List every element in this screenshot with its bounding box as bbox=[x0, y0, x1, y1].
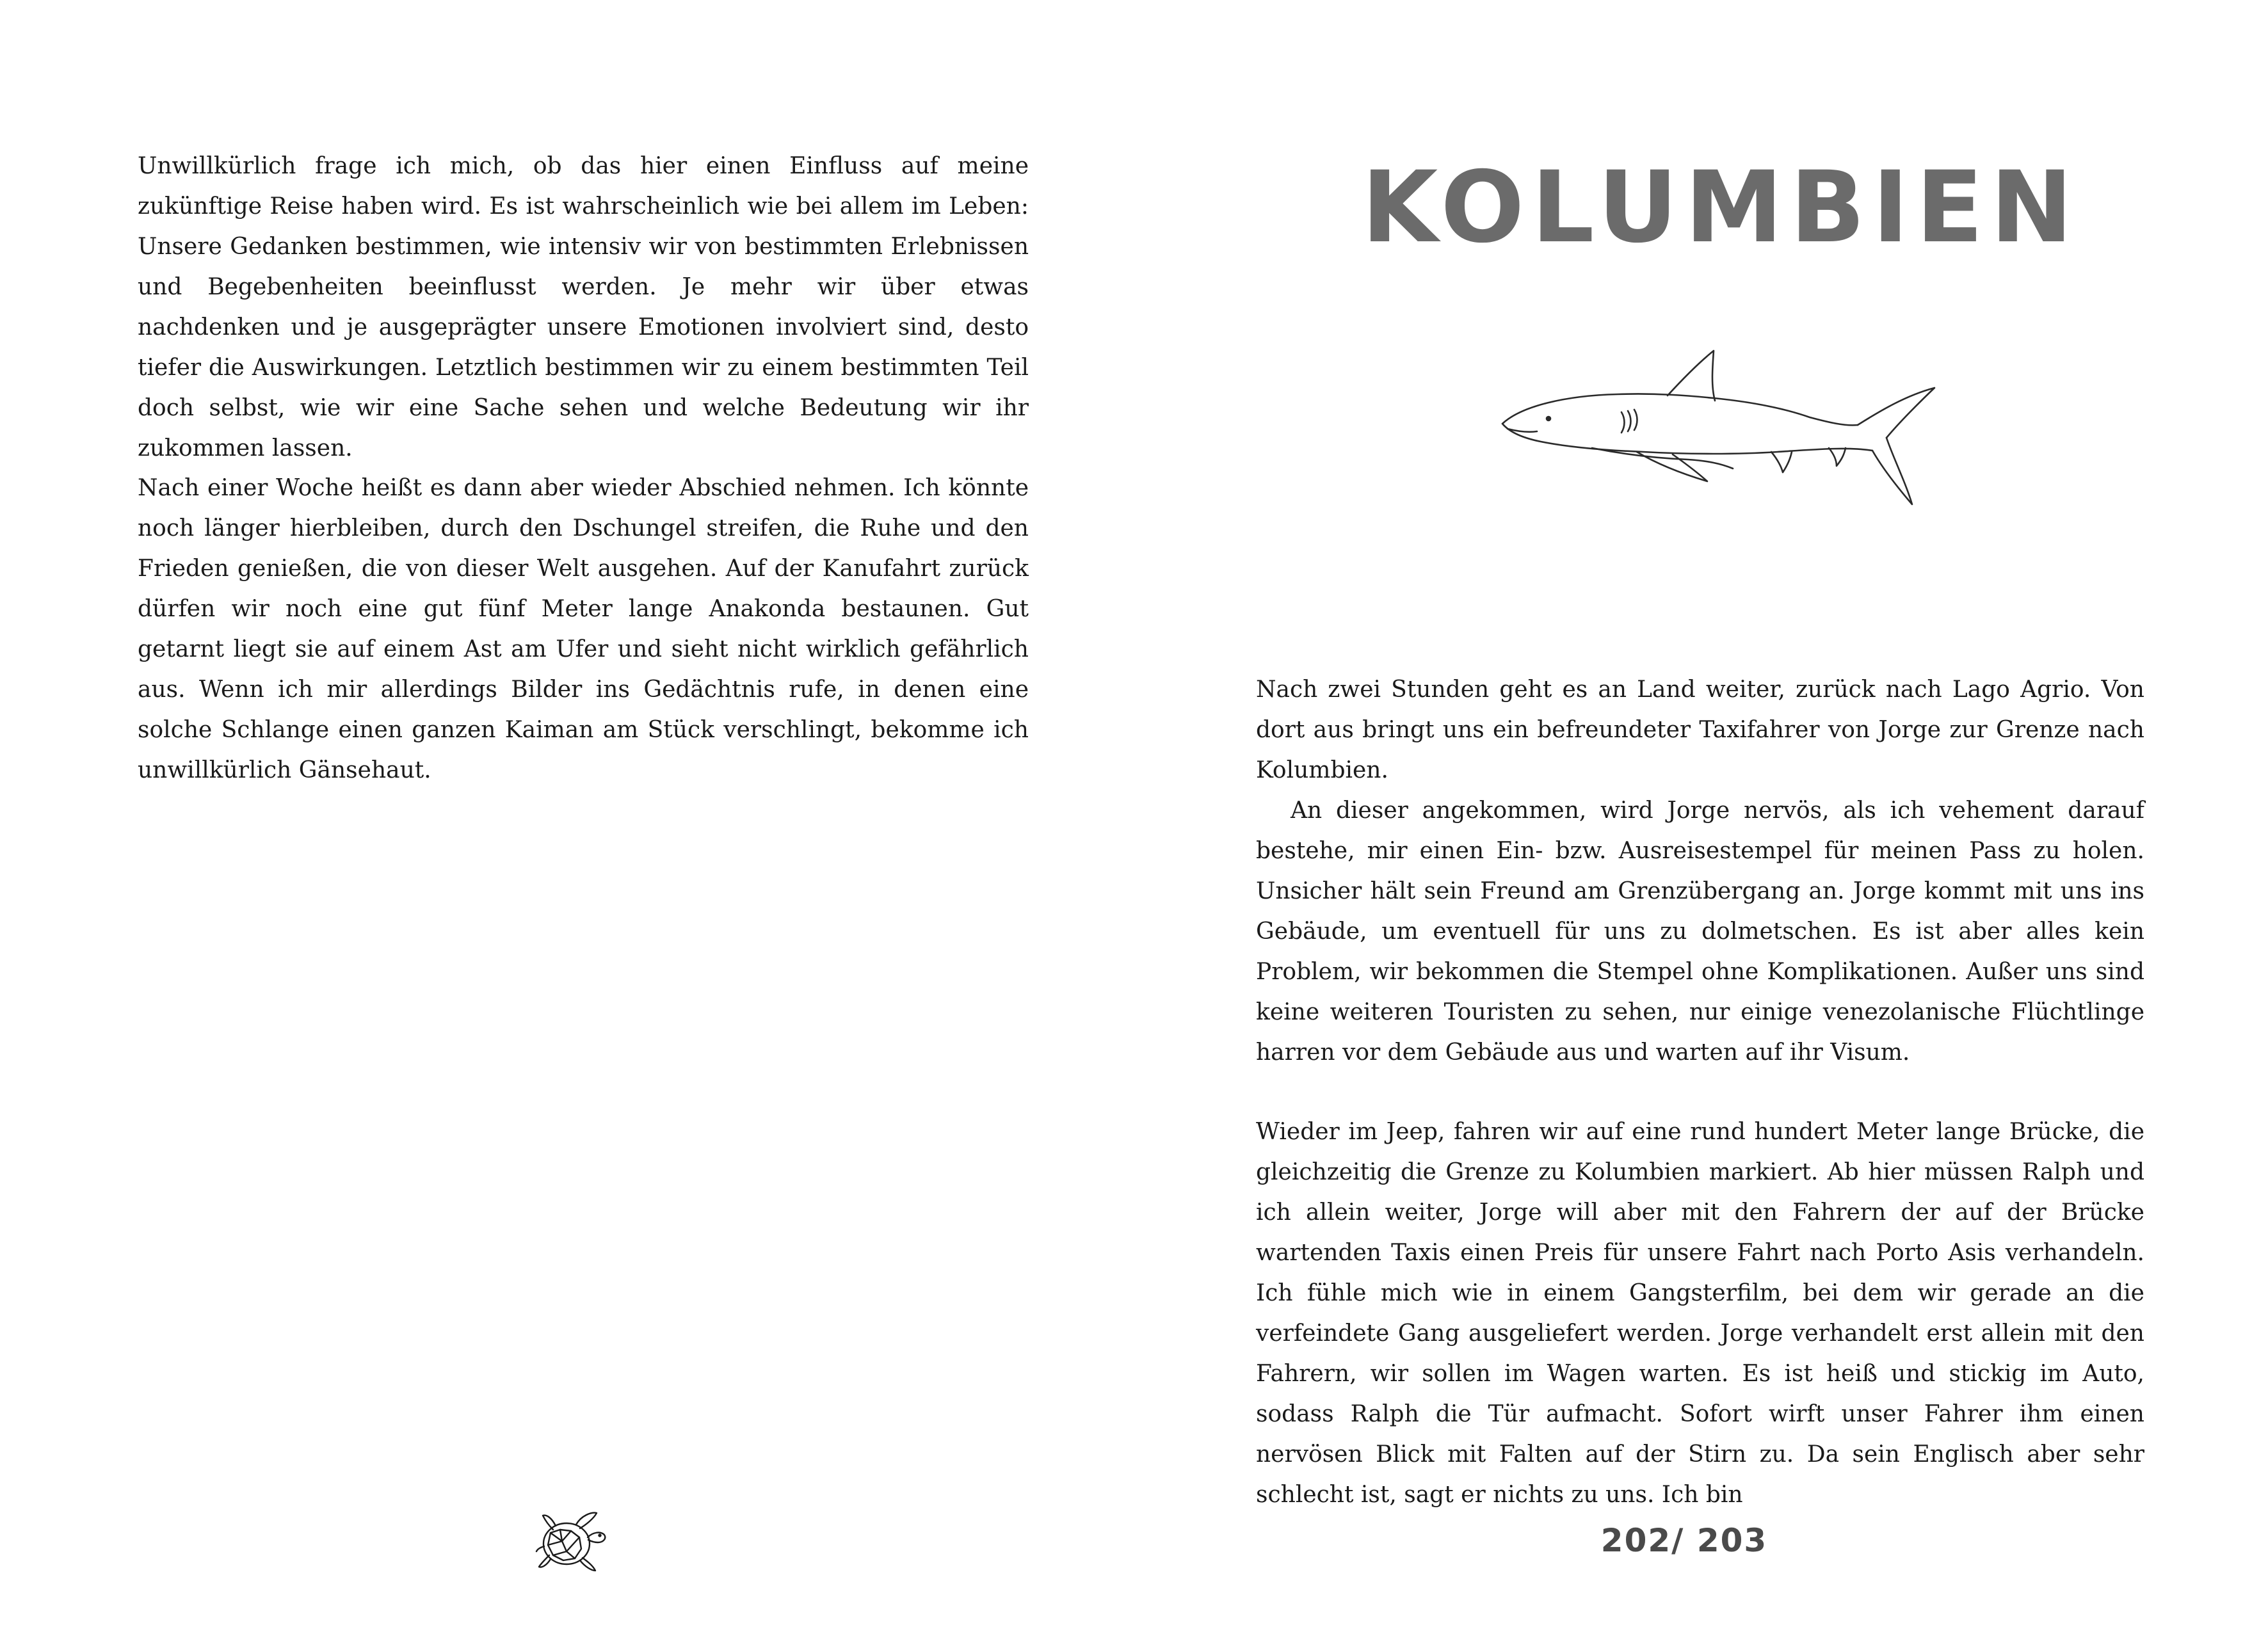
page-number: 202/ 203 bbox=[1600, 1522, 1768, 1559]
right-page bbox=[1134, 0, 2268, 1625]
shark-illustration bbox=[1496, 342, 1938, 515]
right-paragraph-3: Wieder im Jeep, fahren wir auf eine rund hundert Meter lange Brücke, die gleichzeitig die Grenze zu Kolumbien markiert. Ab hier müssen Ralph und ich allein weiter, Jorge will aber mit den Fahrern der auf der Brücke wartenden Taxis einen Preis für unsere Fahrt nach Porto Asis verhandeln. Ich fühle mich wie in einem Gangsterfilm, bei dem wir gerade an die verfeindete Gang ausgeliefert werden. Jorge verhandelt erst allein mit den Fahrern, wir sollen im Wagen warten. Es ist heiß und stickig im Auto, sodass Ralph die Tür aufmacht. Sofort wirft unser Fahrer ihm einen nervösen Blick mit Falten auf der Stirn zu. Da sein Englisch aber sehr schlecht ist, sagt er nichts zu uns. Ich bin bbox=[1256, 1119, 2144, 1508]
chapter-title: KOLUMBIEN bbox=[1362, 150, 2080, 265]
right-paragraph-1: Nach zwei Stunden geht es an Land weiter, zurück nach Lago Agrio. Von dort aus bringt uns ein befreundeter Taxifahrer von Jorge zur Grenze nach Kolumbien. bbox=[1256, 676, 2144, 783]
left-paragraph-1: Unwillkürlich frage ich mich, ob das hier einen Einfluss auf meine zukünftige Reise haben wird. Es ist wahrscheinlich wie bei allem im Leben: Unsere Gedanken bestimmen, wie intensiv wir von bestimmten Erlebnissen und Begebenheiten beeinflusst werden. Je mehr wir über etwas nachdenken und je ausgeprägter unsere Emotionen involviert sind, desto tiefer die Auswirkungen. Letztlich bestimmen wir zu einem bestimmten Teil doch selbst, wie wir eine Sache sehen und welche Bedeutung wir ihr zukommen lassen. bbox=[138, 153, 1029, 461]
left-paragraph-2: Nach einer Woche heißt es dann aber wieder Abschied nehmen. Ich könnte noch länger hierbleiben, durch den Dschungel streifen, die Ruhe und den Frieden genießen, die von dieser Welt ausgehen. Auf der Kanufahrt zurück dürfen wir noch eine gut fünf Meter lange Anakonda bestaunen. Gut getarnt liegt sie auf einem Ast am Ufer und sieht nicht wirklich gefährlich aus. Wenn ich mir allerdings Bilder ins Gedächtnis rufe, in denen eine solche Schlange einen ganzen Kaiman am Stück verschlingt, bekomme ich unwillkürlich Gänsehaut. bbox=[138, 475, 1029, 783]
turtle-icon bbox=[531, 1504, 615, 1581]
right-paragraph-2: An dieser angekommen, wird Jorge nervös, als ich vehement darauf bestehe, mir einen Ein- bzw. Ausreisestempel für meinen Pass zu holen. Unsicher hält sein Freund am Grenzübergang an. Jorge kommt mit uns ins Gebäude, um eventuell für uns zu dolmetschen. Es ist aber alles kein Problem, wir bekommen die Stempel ohne Komplikationen. Außer uns sind keine weiteren Touristen zu sehen, nur einige venezolanische Flüchtlinge harren vor dem Gebäude aus und warten auf ihr Visum. bbox=[1256, 797, 2144, 1066]
